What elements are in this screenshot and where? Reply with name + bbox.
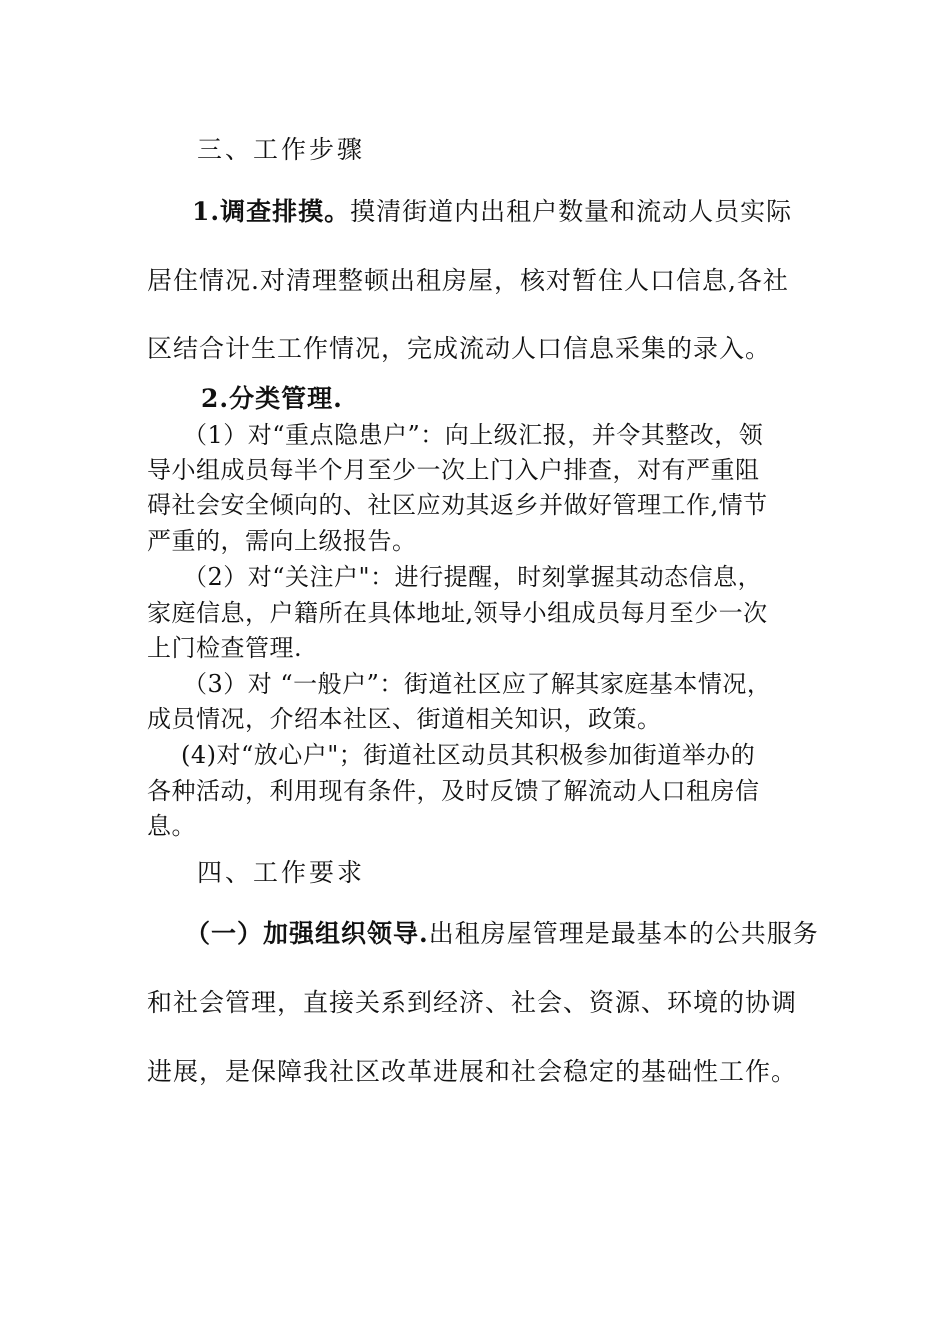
item-2-line-2: 家庭信息，户籍所在具体地址,领导小组成员每月至少一次 [147,599,768,627]
item-2-line-3: 上门检查管理. [147,634,303,662]
item-3-line-1: （3）对 “一般户”：街道社区应了解其家庭基本情况， [183,670,772,698]
item-4-line-3: 息。 [147,812,196,840]
item-1-line-3: 碍社会安全倾向的、社区应劝其返乡并做好管理工作,情节 [147,491,768,519]
step-1-title: 1.调查排摸。 [192,197,351,226]
sub-1-text: 出租房屋管理是最基本的公共服务 [428,919,819,948]
step-1-line-1 [192,197,792,227]
item-4-line-1: (4)对“放心户"；街道社区动员其积极参加街道举办的 [181,741,756,769]
section-4-heading: 四、工作要求 [197,858,366,887]
step-1-line-3: 区结合计生工作情况，完成流动人口信息采集的录入。 [147,334,772,363]
sub-1-line-3: 进展，是保障我社区改革进展和社会稳定的基础性工作。 [147,1057,798,1086]
step-1-text: 摸清街道内出租户数量和流动人员实际 [350,197,793,226]
step-2-title: 2.分类管理. [201,384,343,413]
sub-1-line-1 [185,919,819,949]
item-4-line-2: 各种活动，利用现有条件，及时反馈了解流动人口租房信 [147,777,760,805]
step-1-line-2: 居住情况.对清理整顿出租房屋，核对暂住人口信息,各社 [147,266,789,295]
item-3-line-2: 成员情况，介绍本社区、街道相关知识，政策。 [147,705,662,733]
sub-1-line-2: 和社会管理，直接关系到经济、社会、资源、环境的协调 [147,988,798,1017]
item-1-line-2: 导小组成员每半个月至少一次上门入户排查，对有严重阻 [147,456,760,484]
section-3-heading: 三、工作步骤 [197,135,366,164]
item-2-line-1: （2）对“关注户"：进行提醒，时刻掌握其动态信息， [183,563,763,591]
item-1-line-4: 严重的，需向上级报告。 [147,527,417,555]
item-1-line-1: （1）对“重点隐患户”：向上级汇报，并令其整改，领 [183,421,764,449]
sub-1-title: （一）加强组织领导. [185,919,429,948]
